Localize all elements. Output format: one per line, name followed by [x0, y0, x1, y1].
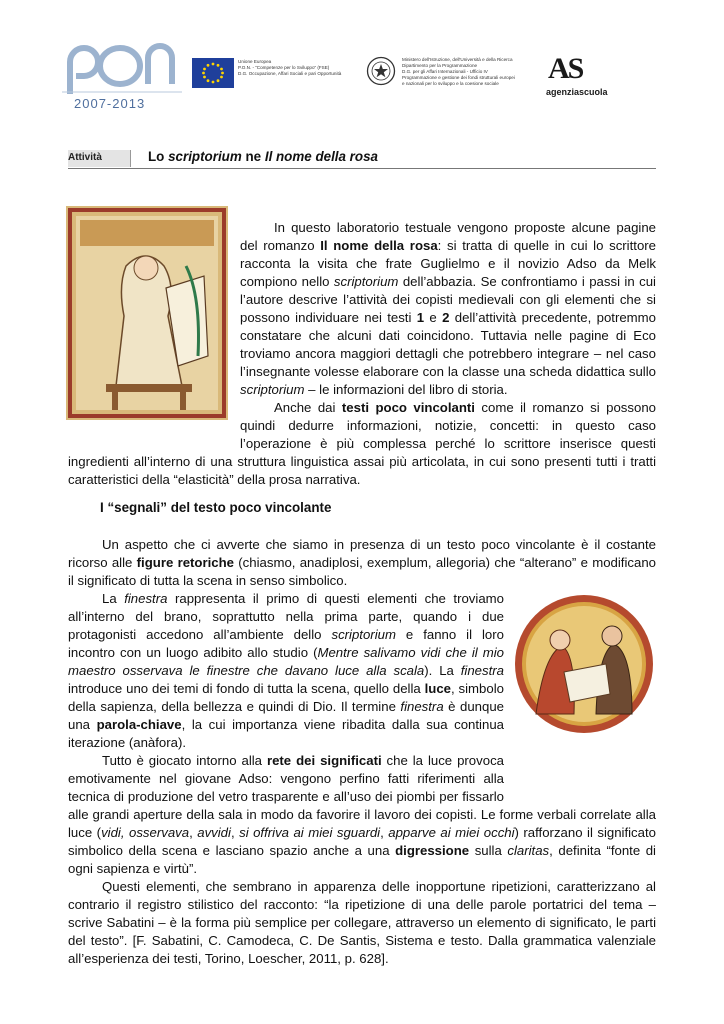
intro-paragraph-1: In questo laboratorio testuale vengono proposte alcune pagine del romanzo Il nome della rosa: si tratta di quelle in cui lo scrittore racconta la visita che frate Guglielmo e il novizio Adso da Melk compiono nello scriptorium dell’abbazia. Se confrontiamo i passi in cui l’autore descrive l’attività dei copisti medievali con gli elementi che si possono individuare nei testi 1 e 2 dell’attività precedente, potremmo constatare che alcuni dati coincidono. Tuttavia nelle pagine di Eco troviamo ancora maggiori dettagli che potrebbero integrare – nel caso l’insegnante volesse elaborare con la classe una scheda didattica sullo scriptorium – le informazioni del libro di storia. [240, 220, 657, 397]
activity-tag [68, 150, 131, 167]
section-paragraph-3: Tutto è giocato intorno alla rete dei significati che la luce provoca emotivamente nel giovane Adso: vengono perfino fatti riferimenti alla tecnica di produzione del vetro trasparente e all’uso dei piombi per fissarlo alle grandi aperture della sala in modo da favorire il lavoro dei copisti. Le forme verbali correlate alla luce (vidi, osservava, avvidi, si offriva ai miei sguardi, apparve ai miei occhi) rafforzano il significato simbolico della scena e lasciano spazio anche a una digressione sulla claritas, definita “fonte di ogni sapienza e virtù”. [68, 753, 656, 876]
section-paragraph-1: Un aspetto che ci avverte che siamo in presenza di un testo poco vincolante è il costante ricorso alle figure retoriche (chiasmo, anadiplosi, exemplum, allegoria) che “alterano” e modificano il significato di tutta la scena in senso simbolico. [68, 537, 656, 588]
section-text [68, 536, 656, 968]
republic-emblem-icon [366, 56, 396, 86]
as-mark: AS [548, 52, 583, 85]
pon-logo [62, 36, 182, 116]
as-word: agenziascuola [546, 87, 608, 97]
eu-text: Unione Europea P.O.N. - “Competenze per lo Sviluppo” (FSE) D.G. Occupazione, Affari Sociali e pari Opportunità [238, 59, 342, 76]
section-paragraph-4: Questi elementi, che sembrano in apparenza delle inopportune ripetizioni, caratterizzano al contrario il registro stilistico del racconto: “la ripetizione di una delle parole portatrici del tema – scrive Sabatini – è la forma più semplice per collegare, attraverso un elemento di significato, le parti del testo”. [F. Sabatini, C. Camodeca, C. De Santis, Sistema e testo. Dalla grammatica valenziale all’esperienza dei testi, Torino, Loescher, 2011, p. 628]. [68, 879, 656, 966]
pon-logo-icon [62, 36, 182, 96]
pon-years: 2007-2013 [74, 96, 146, 111]
title-bar [68, 150, 656, 169]
section-heading: I “segnali” del testo poco vincolante [100, 500, 332, 515]
intro-paragraph-2: Anche dai testi poco vincolanti come il romanzo si possono quindi dedurre informazioni, notizie, concetti: in questo caso l’operazione è più complessa perché lo scrittore inserisce questi ingredienti all’interno di una struttura linguistica assai più articolata, in cui sono presenti tutti i tratti caratteristici della “elasticità” della prosa narrativa. [68, 400, 656, 487]
intro-text [68, 219, 656, 489]
page-title: Lo scriptorium ne Il nome della rosa [148, 149, 378, 164]
agenziascuola-logo [546, 54, 616, 100]
eu-flag-icon [192, 58, 234, 88]
activity-tag-label: Attività [68, 152, 102, 163]
ministry-text: Ministero dell'Istruzione, dell'Università e della Ricerca Dipartimento per la Programmazione D.G. per gli Affari Internazionali - Ufficio IV Programmazione e gestione dei fondi strutturali europei e nazionali per lo sviluppo e la coesione sociale [402, 57, 515, 86]
section-paragraph-2: La finestra rappresenta il primo di questi elementi che troviamo all’interno del brano, soprattutto nella prima parte, quando i due protagonisti accedono all’ambiente dello scriptorium e fanno il loro incontro con un luogo adibito allo studio (Mentre salivamo vidi che il mio maestro osservava le finestre che davano luce alla scala). La finestra introduce uno dei temi di fondo di tutta la scena, quello della luce, simbolo della sapienza, della bellezza e quindi di Dio. Il termine finestra è dunque una parola-chiave, la cui importanza viene ribadita dalla sua continua iterazione (anàfora). [68, 591, 505, 750]
